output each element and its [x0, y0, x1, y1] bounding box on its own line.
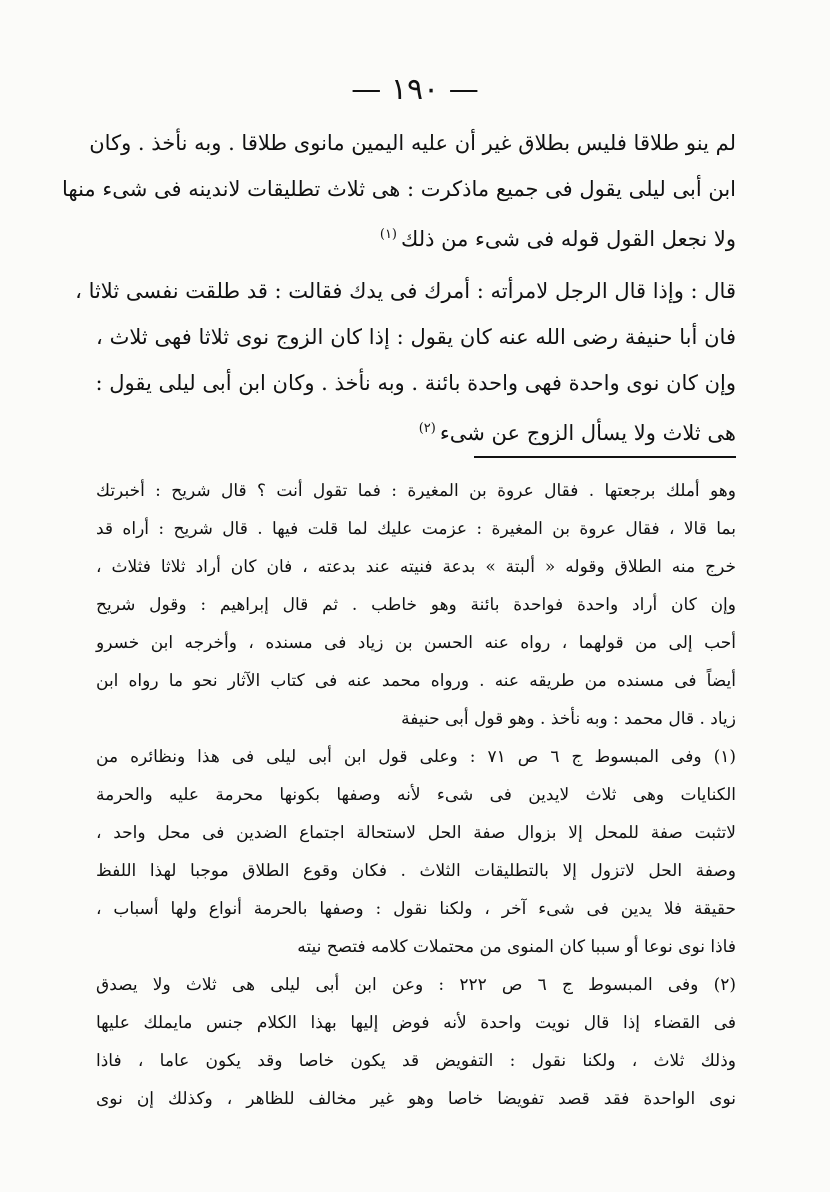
footnote-ref-2: (٢)	[418, 421, 436, 436]
footnote-2-line-4: نوى الواحدة فقد قصد تفويضا خاصا وهو غير مخالف للظاهر ، وكذلك إن نوى	[96, 1089, 736, 1109]
footnote-ref-1: (١)	[379, 227, 397, 242]
note-line-3: خرج منه الطلاق وقوله « ألبتة » بدعة فنيته عند بدعته ، فان كان أراد ثلاثا فثلاث ،	[96, 557, 736, 577]
main-line-2: ابن أبى ليلى يقول فى جميع ماذكرت : هى ثلاث تطليقات لاندينه فى شىء منها	[61, 177, 736, 201]
note-line-6: أيضاً فى مسنده من طريقه عنه . ورواه محمد عنه فى كتاب الآثار نحو ما رواه ابن	[96, 671, 736, 691]
note-line-1: وهو أملك برجعتها . فقال عروة بن المغيرة : فما تقول أنت ؟ قال شريح : أخبرتك	[96, 481, 736, 501]
footnote-1-line-1: (١) وفى المبسوط ج ٦ ص ٧١ : وعلى قول ابن أبى ليلى فى هذا ونظائره من	[96, 747, 736, 767]
footnote-2-line-2: فى القضاء إذا قال نويت واحدة لأنه فوض إليها بهذا الكلام جنس مايملك عليها	[96, 1013, 736, 1033]
main-line-5: فان أبا حنيفة رضى الله عنه كان يقول : إذا كان الزوج نوى ثلاثا فهى ثلاث ،	[96, 325, 736, 349]
main-line-7	[96, 406, 736, 452]
footnote-divider	[474, 456, 736, 458]
footnote-2-line-1: (٢) وفى المبسوط ج ٦ ص ٢٢٢ : وعن ابن أبى ليلى هى ثلاث ولا يصدق	[96, 975, 736, 995]
main-line-6: وإن كان نوى واحدة فهى واحدة بائنة . وبه نأخذ . وكان ابن أبى ليلى يقول :	[95, 371, 736, 395]
footnote-1-line-3: لاتثبت صفة للمحل إلا بزوال صفة الحل لاستحالة اجتماع الضدين فى محل واحد ،	[96, 823, 736, 843]
page-number: — ١٩٠ —	[351, 72, 479, 107]
main-line-3	[96, 212, 736, 258]
note-line-4: وإن كان أراد واحدة فواحدة بائنة وهو خاطب . ثم قال إبراهيم : وقول شريح	[96, 595, 736, 615]
footnote-1-line-6: فاذا نوى نوعا أو سببا كان المنوى من محتملات كلامه فتصح نيته	[297, 937, 736, 957]
note-line-5: أحب إلى من قولهما ، رواه عنه الحسن بن زياد فى مسنده ، وأخرجه ابن خسرو	[96, 633, 736, 653]
note-line-7: زياد . قال محمد : وبه نأخذ . وهو قول أبى حنيفة	[401, 709, 736, 729]
footnotes	[96, 472, 736, 1118]
footnote-2-line-3: وذلك ثلاث ، ولكنا نقول : التفويض قد يكون خاصا وقد يكون عاما ، فاذا	[96, 1051, 736, 1071]
main-text	[61, 120, 736, 452]
footnote-1-line-2: الكنايات وهى ثلاث لايدين فى شىء لأنه وصفها بكونها محرمة عليه والحرمة	[96, 785, 736, 805]
note-line-2: بما قالا ، فقال عروة بن المغيرة : عزمت عليك لما قلت فيها . قال شريح : أراه قد	[96, 519, 736, 539]
footnote-1-line-4: وصفة الحل لاتزول إلا بالتطليقات الثلاث . فكان وقوع الطلاق موجبا لهذا اللفظ	[96, 861, 736, 881]
footnote-1-line-5: حقيقة فلا يدين فى شىء آخر ، ولكنا نقول : وصفها بالحرمة أنواع ولها أسباب ،	[96, 899, 736, 919]
main-line-1: لم ينو طلاقا فليس بطلاق غير أن عليه اليمين مانوى طلاقا . وبه نأخذ . وكان	[89, 131, 736, 155]
main-line-7-text: هى ثلاث ولا يسأل الزوج عن شىء	[439, 421, 736, 445]
main-line-4: قال : وإذا قال الرجل لامرأته : أمرك فى يدك فقالت : قد طلقت نفسى ثلاثا ،	[75, 279, 736, 303]
main-line-3-text: ولا نجعل القول قوله فى شىء من ذلك	[401, 227, 736, 251]
